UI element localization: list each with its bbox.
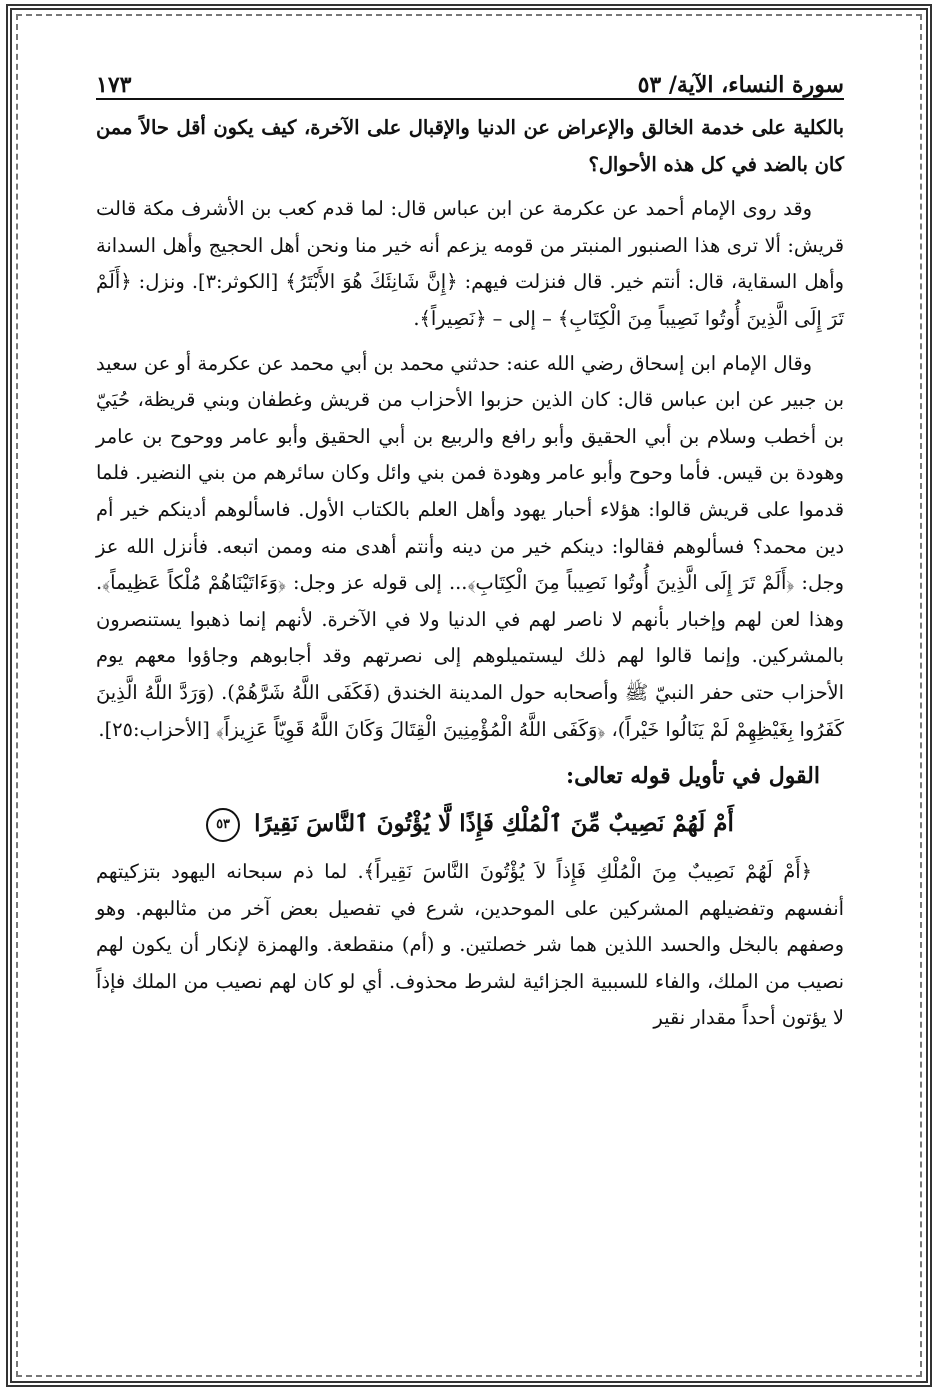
paragraph-continuation: بالكلية على خدمة الخالق والإعراض عن الدنيا والإقبال على الآخرة، كيف يكون أقل حالاً ممن كان بالضد في كل هذه الأحوال؟ (96, 116, 844, 176)
paragraph-ishaq-narration: وقال الإمام ابن إسحاق رضي الله عنه: حدثني محمد بن أبي محمد عن عكرمة أو عن سعيد بن جبير عن ابن عباس قال: كان الذين حزبوا الأحزاب من قريش وغطفان وبني قريظة، حُيَيّ بن أخطب وسلام بن أبي الحقيق وأبو رافع والربيع بن أبي الحقيق وأبو عامر ووحوح بن عامر وهودة بن قيس. فأما وحوح وأبو عامر وهودة فمن بني وائل وكان سائرهم من بني النضير. فلما قدموا على قريش قالوا: هؤلاء أحبار يهود وأهل العلم بالكتاب الأول. فاسألوهم أدينكم خير أم دين محمد؟ فسألوهم فقالوا: دينكم خير من دينه وأنتم أهدى منه وممن اتبعه. فأنزل الله عز وجل: ﴿أَلَمْ تَرَ إِلَى الَّذِينَ أُوتُوا نَصِيباً مِنَ الْكِتَابِ﴾... إلى قوله عز وجل: ﴿وَءَاتَيْنَاهُمْ مُلْكاً عَظِيماً﴾. وهذا لعن لهم وإخبار بأنهم لا ناصر لهم في الدنيا ولا في الآخرة. لأنهم إنما ذهبوا يستنصرون بالمشركين. وإنما قالوا لهم ذلك ليستميلوهم إلى نصرتهم وقد أجابوهم وجاؤوا معهم يوم الأحزاب حتى حفر النبيّ ﷺ وأصحابه حول المدينة الخندق (فَكَفَى اللَّهُ شَرَّهُمْ). (وَرَدَّ اللَّهُ الَّذِينَ كَفَرُوا بِغَيْظِهِمْ لَمْ يَنَالُوا خَيْراً)، ﴿وَكَفَى اللَّهُ الْمُؤْمِنِينَ الْقِتَالَ وَكَانَ اللَّهُ قَوِيّاً عَزِيزاً﴾ [الأحزاب:٢٥]. (96, 351, 844, 741)
running-header (96, 58, 844, 100)
page-number: ١٧٣ (96, 72, 132, 98)
book-page (96, 58, 844, 1348)
section-heading: القول في تأويل قوله تعالى: (566, 763, 820, 790)
paragraph-commentary: ﴿أَمْ لَهُمْ نَصِيبٌ مِنَ الْمُلْكِ فَإِذاً لاَ يُؤْتُونَ النَّاسَ نَقِيراً﴾. لما ذم سبحانه اليهود بتزكيتهم أنفسهم وتفضيلهم المشركين على الموحدين، شرع في تفصيل بعض آخر من مثالبهم. وهو وصفهم بالبخل والحسد اللذين هما شر خصلتين. و (أم) منقطعة. والهمزة لإنكار أن يكون لهم نصيب من الملك، والفاء للسببية الجزائية لشرط محذوف. أي لو كان لهم نصيب من الملك فإذاً لا يؤتون أحداً مقدار نقير (96, 860, 844, 1030)
paragraph-ahmad-narration: وقد روى الإمام أحمد عن عكرمة عن ابن عباس قال: لما قدم كعب بن الأشرف مكة قالت قريش: ألا ترى هذا الصنبور المنبتر من قومه يزعم أنه خير منا ونحن أهل الحجيج وأهل السدانة وأهل السقاية، قال: أنتم خير. قال فنزلت فيهم: ﴿إِنَّ شَانِئَكَ هُوَ الأَبْتَرُ﴾ [الكوثر:٣]. ونزل: ﴿أَلَمْ تَرَ إِلَى الَّذِينَ أُوتُوا نَصِيباً مِنَ الْكِتَابِ﴾ – إلى – ﴿نَصِيراً﴾. (96, 197, 844, 330)
verse-text: أَمْ لَهُمْ نَصِيبٌ مِّنَ ٱلْمُلْكِ فَإِذًا لَّا يُؤْتُونَ ٱلنَّاسَ نَقِيرًا (254, 810, 734, 838)
ayah-number-marker: ٥٣ (206, 808, 240, 842)
chapter-title: سورة النساء، الآية/ ٥٣ (637, 72, 844, 98)
page-body (96, 110, 844, 1037)
quran-verse (96, 802, 844, 846)
